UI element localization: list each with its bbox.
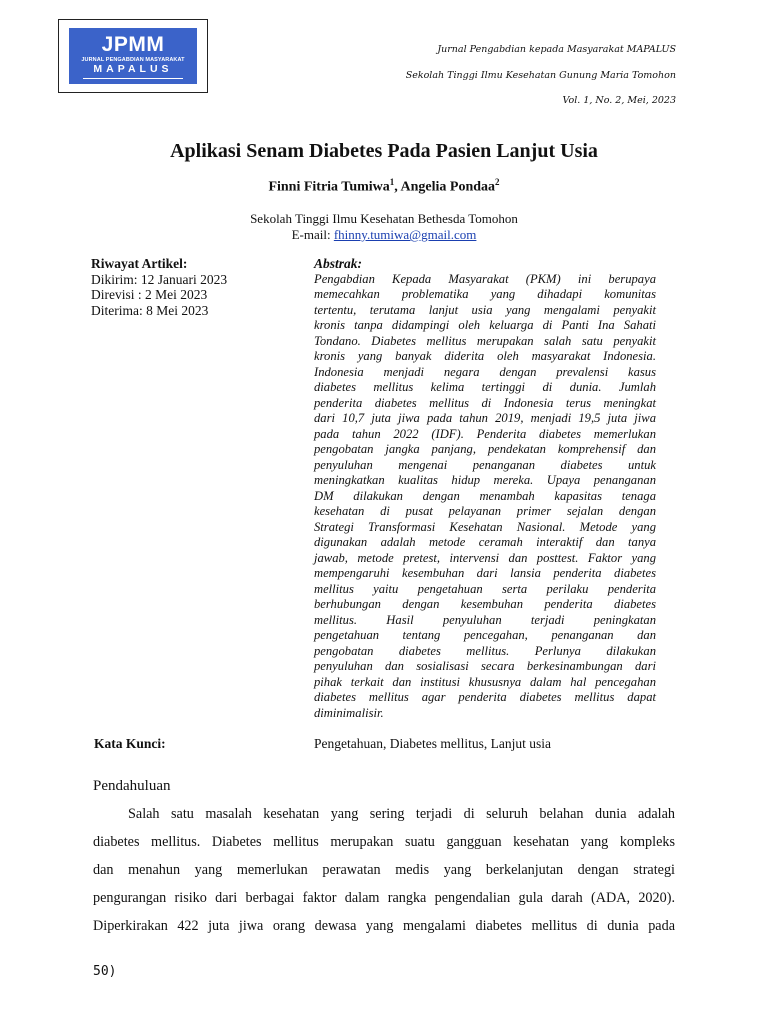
- abstract-line: memecahkan problematika yang dihadapi komunitas: [314, 287, 656, 301]
- abstract-line: pada tahun 2022 (IDF). Penderita diabetes memerlukan: [314, 426, 656, 441]
- journal-logo-frame: [58, 19, 208, 93]
- author-list: [0, 177, 768, 196]
- author-separator: ,: [394, 179, 401, 195]
- email-label: E-mail:: [291, 227, 334, 242]
- abstract-line: diabetes mellitus agar penderita diabetes mellitus dapat: [314, 690, 656, 704]
- journal-name: Jurnal Pengabdian kepada Masyarakat MAPALUS: [437, 44, 676, 55]
- logo-subtitle: JURNAL PENGABDIAN MASYARAKAT: [81, 57, 185, 63]
- abstract-line: kronis yang banyak diderita oleh masyarakat Indonesia.: [314, 349, 656, 363]
- journal-logo: [69, 28, 197, 84]
- article-title: Aplikasi Senam Diabetes Pada Pasien Lanjut Usia: [170, 140, 598, 162]
- paragraph-line: diabetes mellitus. Diabetes mellitus merupakan suatu gangguan kesehatan yang kompleks: [93, 834, 675, 850]
- abstract-line: penderita diabetes mellitus di Indonesia terus meningkat: [314, 395, 656, 410]
- affiliation-block: [0, 211, 768, 243]
- journal-institution: Sekolah Tinggi Ilmu Kesehatan Gunung Maria Tomohon: [405, 70, 676, 81]
- page-number: 50): [93, 964, 117, 979]
- history-heading: Riwayat Artikel:: [91, 256, 188, 271]
- abstract-heading: Abstrak:: [314, 256, 363, 271]
- abstract-line: diabetes mellitus kelima tertinggi di dunia. Jumlah: [314, 380, 656, 394]
- abstract-line: Strategi Transformasi Kesehatan Nasional. Metode yang: [314, 519, 656, 534]
- abstract-line: penyuluhan mengenai penanganan diabetes untuk: [314, 457, 656, 472]
- author-1: Finni Fitria Tumiwa: [268, 179, 390, 195]
- abstract-line: pengobatan diabetes mellitus. Perlunya dilakukan: [314, 643, 656, 658]
- abstract-line: penyuluhan dan sosialisasi secara berkesinambungan dari: [314, 659, 656, 673]
- abstract-line: mellitus yaitu pengetahuan serta perilaku penderita: [314, 581, 656, 596]
- author-2-affil: 2: [495, 177, 500, 187]
- section-body: [93, 800, 675, 940]
- paragraph-line: dan menahun yang memerlukan perawatan medis yang berkelanjutan dengan strategi: [93, 862, 675, 878]
- abstract-line: diminimalisir.: [314, 705, 384, 720]
- logo-name: MAPALUS: [93, 63, 173, 75]
- abstract-line: pengobatan jangka panjang, pendekatan komprehensif dan: [314, 442, 656, 456]
- abstract-line: dari 10,7 juta jiwa pada tahun 2019, menjadi 19,5 juta jiwa: [314, 411, 656, 425]
- logo-abbr: JPMM: [101, 33, 165, 56]
- abstract-line: mempengaruhi kesembuhan dari lansia penderita diabetes: [314, 566, 656, 580]
- abstract-line: jawab, metode pretest, intervensi dan posttest. Faktor yang: [314, 550, 656, 565]
- history-received: Dikirim: 12 Januari 2023: [91, 271, 228, 287]
- keywords-label: Kata Kunci:: [94, 736, 166, 751]
- logo-underline: [83, 78, 183, 79]
- abstract-line: digunakan adalah metode ceramah interaktif dan tanya: [314, 535, 656, 549]
- history-accepted: Diterima: 8 Mei 2023: [91, 302, 209, 318]
- abstract-line: meningkatkan kualitas hidup mereka. Upaya penanganan: [314, 473, 656, 487]
- paragraph-line: Diperkirakan 422 juta jiwa orang dewasa yang mengalami diabetes mellitus di dunia pada: [93, 918, 675, 934]
- abstract-line: Tondano. Diabetes mellitus merupakan salah satu penyakit: [314, 333, 656, 348]
- abstract-line: pihak terkait dan institusi khususnya dalam hal pencegahan: [314, 674, 656, 689]
- article-history: [91, 256, 227, 318]
- section-heading: Pendahuluan: [93, 778, 171, 794]
- abstract: [314, 256, 656, 721]
- paragraph-line: pengurangan risiko dari berbagai faktor dalam rangka pengendalian gula darah (ADA, 2020).: [93, 890, 675, 906]
- abstract-line: Indonesia menjadi negara dengan prevalensi kasus: [314, 364, 656, 379]
- affiliation: Sekolah Tinggi Ilmu Kesehatan Bethesda Tomohon: [250, 211, 518, 226]
- abstract-line: Pengabdian Kepada Masyarakat (PKM) ini berupaya: [314, 271, 656, 286]
- author-1-affil: 1: [389, 177, 395, 187]
- abstract-line: kesehatan di pusat pelayanan primer sejalan dengan: [314, 504, 656, 518]
- keywords-value: Pengetahuan, Diabetes mellitus, Lanjut usia: [314, 736, 551, 751]
- paragraph-line: Salah satu masalah kesehatan yang sering terjadi di seluruh belahan dunia adalah: [128, 806, 675, 822]
- abstract-body: [314, 272, 656, 722]
- author-2: Angelia Pondaa: [400, 179, 496, 195]
- abstract-line: kronis tanpa didampingi oleh keluarga di Panti Ina Sahati: [314, 318, 656, 332]
- email-link[interactable]: fhinny.tumiwa@gmail.com: [333, 227, 477, 242]
- email-line: [0, 227, 768, 243]
- abstract-line: DM dilakukan dengan menambah kapasitas tenaga: [314, 488, 656, 503]
- history-revised: Direvisi : 2 Mei 2023: [91, 287, 208, 302]
- journal-volume: Vol. 1, No. 2, Mei, 2023: [562, 95, 676, 106]
- abstract-line: tertentu, terutama lanjut usia yang mengalami penyakit: [314, 302, 656, 317]
- abstract-line: mellitus. Hasil penyuluhan terjadi peningkatan: [314, 612, 656, 627]
- abstract-line: berhubungan dengan kesembuhan penderita diabetes: [314, 597, 656, 611]
- abstract-line: pengetahuan tentang pencegahan, penanganan dan: [314, 628, 656, 642]
